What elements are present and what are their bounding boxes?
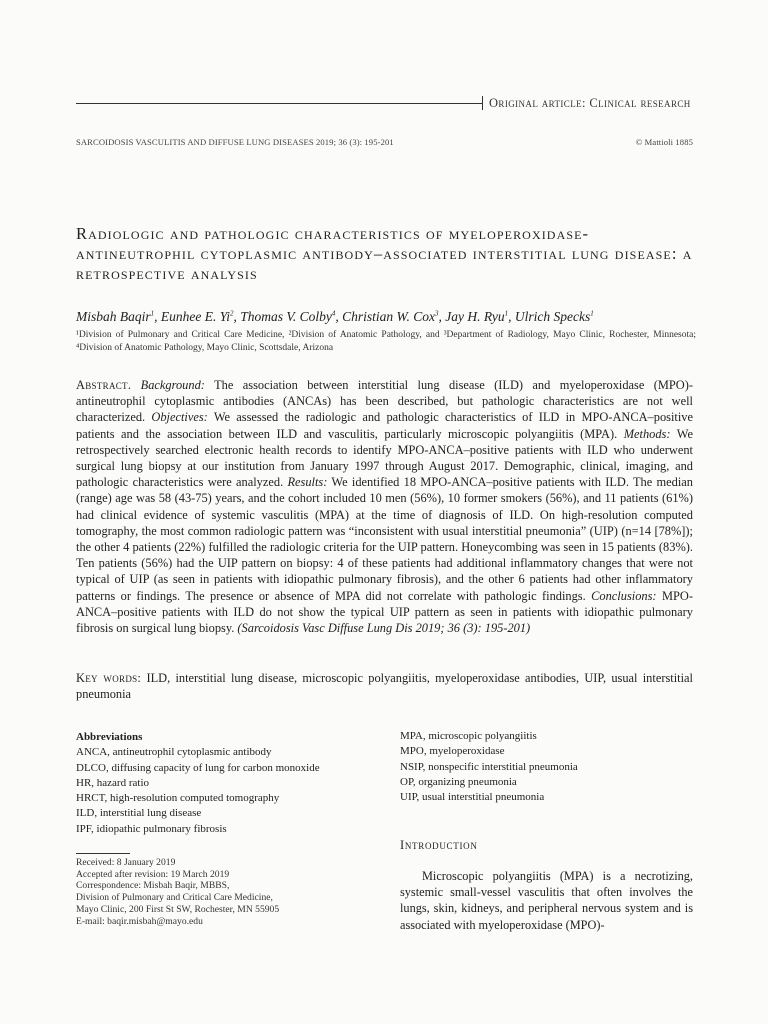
journal-citation-line	[76, 137, 693, 147]
header-rule-tick	[482, 96, 483, 110]
section-label: Original article: Clinical research	[489, 96, 691, 110]
author: Misbah Baqir$^1$	[76, 309, 155, 324]
keywords: Key words: ILD, interstitial lung disease, microscopic polyangiitis, myeloperoxidase antibodies, UIP, usual interstitial pneumonia	[76, 671, 693, 702]
footnote	[76, 857, 376, 927]
abbreviation-item: NSIP, nonspecific interstitial pneumonia	[400, 760, 578, 773]
abbreviation-item: MPO, myeloperoxidase	[400, 745, 505, 758]
introduction-text: Microscopic polyangiitis (MPA) is a necrotizing, systemic small-vessel vasculitis that often involves the lungs, skin, kidneys, and peripheral nervous system and is associated with myeloperoxidase (MPO)-	[400, 869, 693, 932]
abbreviations-right	[400, 729, 700, 805]
journal-citation: SARCOIDOSIS VASCULITIS AND DIFFUSE LUNG DISEASES 2019; 36 (3): 195-201	[76, 137, 394, 147]
abbreviation-item: UIP, usual interstitial pneumonia	[400, 791, 545, 804]
author: Jay H. Ryu$^1$	[445, 309, 509, 324]
footnote-rule	[76, 853, 130, 854]
introduction-heading: Introduction	[400, 838, 478, 852]
correspondence-email: E-mail: baqir.misbah@mayo.edu	[76, 915, 203, 927]
copyright: © Mattioli 1885	[635, 137, 693, 147]
author: Eunhee E. Yi$^2$	[160, 309, 234, 324]
correspondence-address: Mayo Clinic, 200 First St SW, Rochester, MN 55905	[76, 903, 280, 915]
abbreviation-item: ANCA, antineutrophil cytoplasmic antibody	[76, 746, 272, 759]
abstract-label: Abstract.	[76, 378, 132, 392]
abstract-citation: (Sarcoidosis Vasc Diffuse Lung Dis 2019; 36 (3): 195-201)	[237, 621, 531, 636]
author: Thomas V. Colby$^4$	[240, 309, 336, 324]
abbreviations-left	[76, 730, 376, 837]
accepted-date: Accepted after revision: 19 March 2019	[76, 868, 230, 880]
abbreviation-item: ILD, interstitial lung disease	[76, 807, 202, 820]
abbreviation-item: MPA, microscopic polyangiitis	[400, 730, 537, 742]
abbreviation-item: HRCT, high-resolution computed tomography	[76, 792, 280, 805]
correspondence: Correspondence: Misbah Baqir, MBBS,	[76, 880, 230, 892]
affiliations: ¹Division of Pulmonary and Critical Care Medicine, ²Division of Anatomic Pathology, and ³Department of Radiology, Mayo Clinic, Rochester, Minnesota; ⁴Division of Anatomic Pathology, Mayo Clinic, Scottsdale, Arizona	[76, 330, 696, 354]
abbreviation-item: DLCO, diffusing capacity of lung for carbon monoxide	[76, 761, 320, 774]
received-date: Received: 8 January 2019	[76, 857, 176, 868]
article-title: Radiologic and pathologic characteristics of myeloperoxidase-antineutrophil cytoplasmic antibody–associated interstitial lung disease: a retrospective analysis	[76, 224, 693, 283]
abbreviation-item: HR, hazard ratio	[76, 776, 149, 789]
author: Christian W. Cox$^3$	[342, 309, 439, 324]
keywords-label: Key words:	[76, 671, 142, 685]
abbreviation-item: OP, organizing pneumonia	[400, 775, 517, 788]
correspondence-division: Division of Pulmonary and Critical Care Medicine,	[76, 892, 273, 904]
header-rule	[76, 103, 482, 104]
author-list: Misbah Baqir$^1$, Eunhee E. Yi$^2$, Thomas V. Colby$^4$, Christian W. Cox$^3$, Jay H. Ryu$^1$, Ulrich Specks$^1$	[76, 309, 594, 324]
abstract: Abstract. Background: The association between interstitial lung disease (ILD) and myeloperoxidase (MPO)-antineutrophil cytoplasmic antibodies (ANCAs) has been described, but pathologic characteristics are not well characterized. Objectives: We assessed the radiologic and pathologic characteristics of ILD in MPO-ANCA–positive patients and the association between ILD and vasculitis, particularly microscopic polyangiitis (MPA). Methods: We retrospectively searched electronic health records to identify MPO-ANCA–positive patients with ILD who underwent surgical lung biopsy at our institution from January 1997 through August 2017. Demographic, clinical, imaging, and pathologic characteristics were analyzed. Results: We identified 18 MPO-ANCA–positive patients with ILD. The median (range) age was 58 (43-75) years, and the cohort included 10 men (56%), 10 former smokers (56%), and 11 patients (61%) had clinical evidence of systemic vasculitis (MPA) at the time of diagnosis of ILD. On high-resolution computed tomography, the most common radiologic pattern was “inconsistent with usual interstitial pneumonia” (UIP) (n=14 [78%]); the other 4 patients (22%) fulfilled the radiologic criteria for the UIP pattern. Honeycombing was seen in 15 patients (83%). Ten patients (56%) had the UIP pattern on biopsy: 4 of these patients had additional inflammatory changes that were not typical of UIP (as seen in patients with idiopathic pulmonary fibrosis), and the other 6 patients had other inflammatory patterns or findings. The presence or absence of MPA did not correlate with pathologic findings. Conclusions: MPO-ANCA–positive patients with ILD do not show the typical UIP pattern as seen in patients with idiopathic pulmonary fibrosis on surgical lung biopsy. (Sarcoidosis Vasc Diffuse Lung Dis 2019; 36 (3): 195-201)	[76, 378, 693, 636]
abbreviation-item: IPF, idiopathic pulmonary fibrosis	[76, 822, 227, 835]
abbreviations-heading: Abbreviations	[76, 731, 143, 743]
author: Ulrich Specks$^1$	[514, 309, 594, 324]
